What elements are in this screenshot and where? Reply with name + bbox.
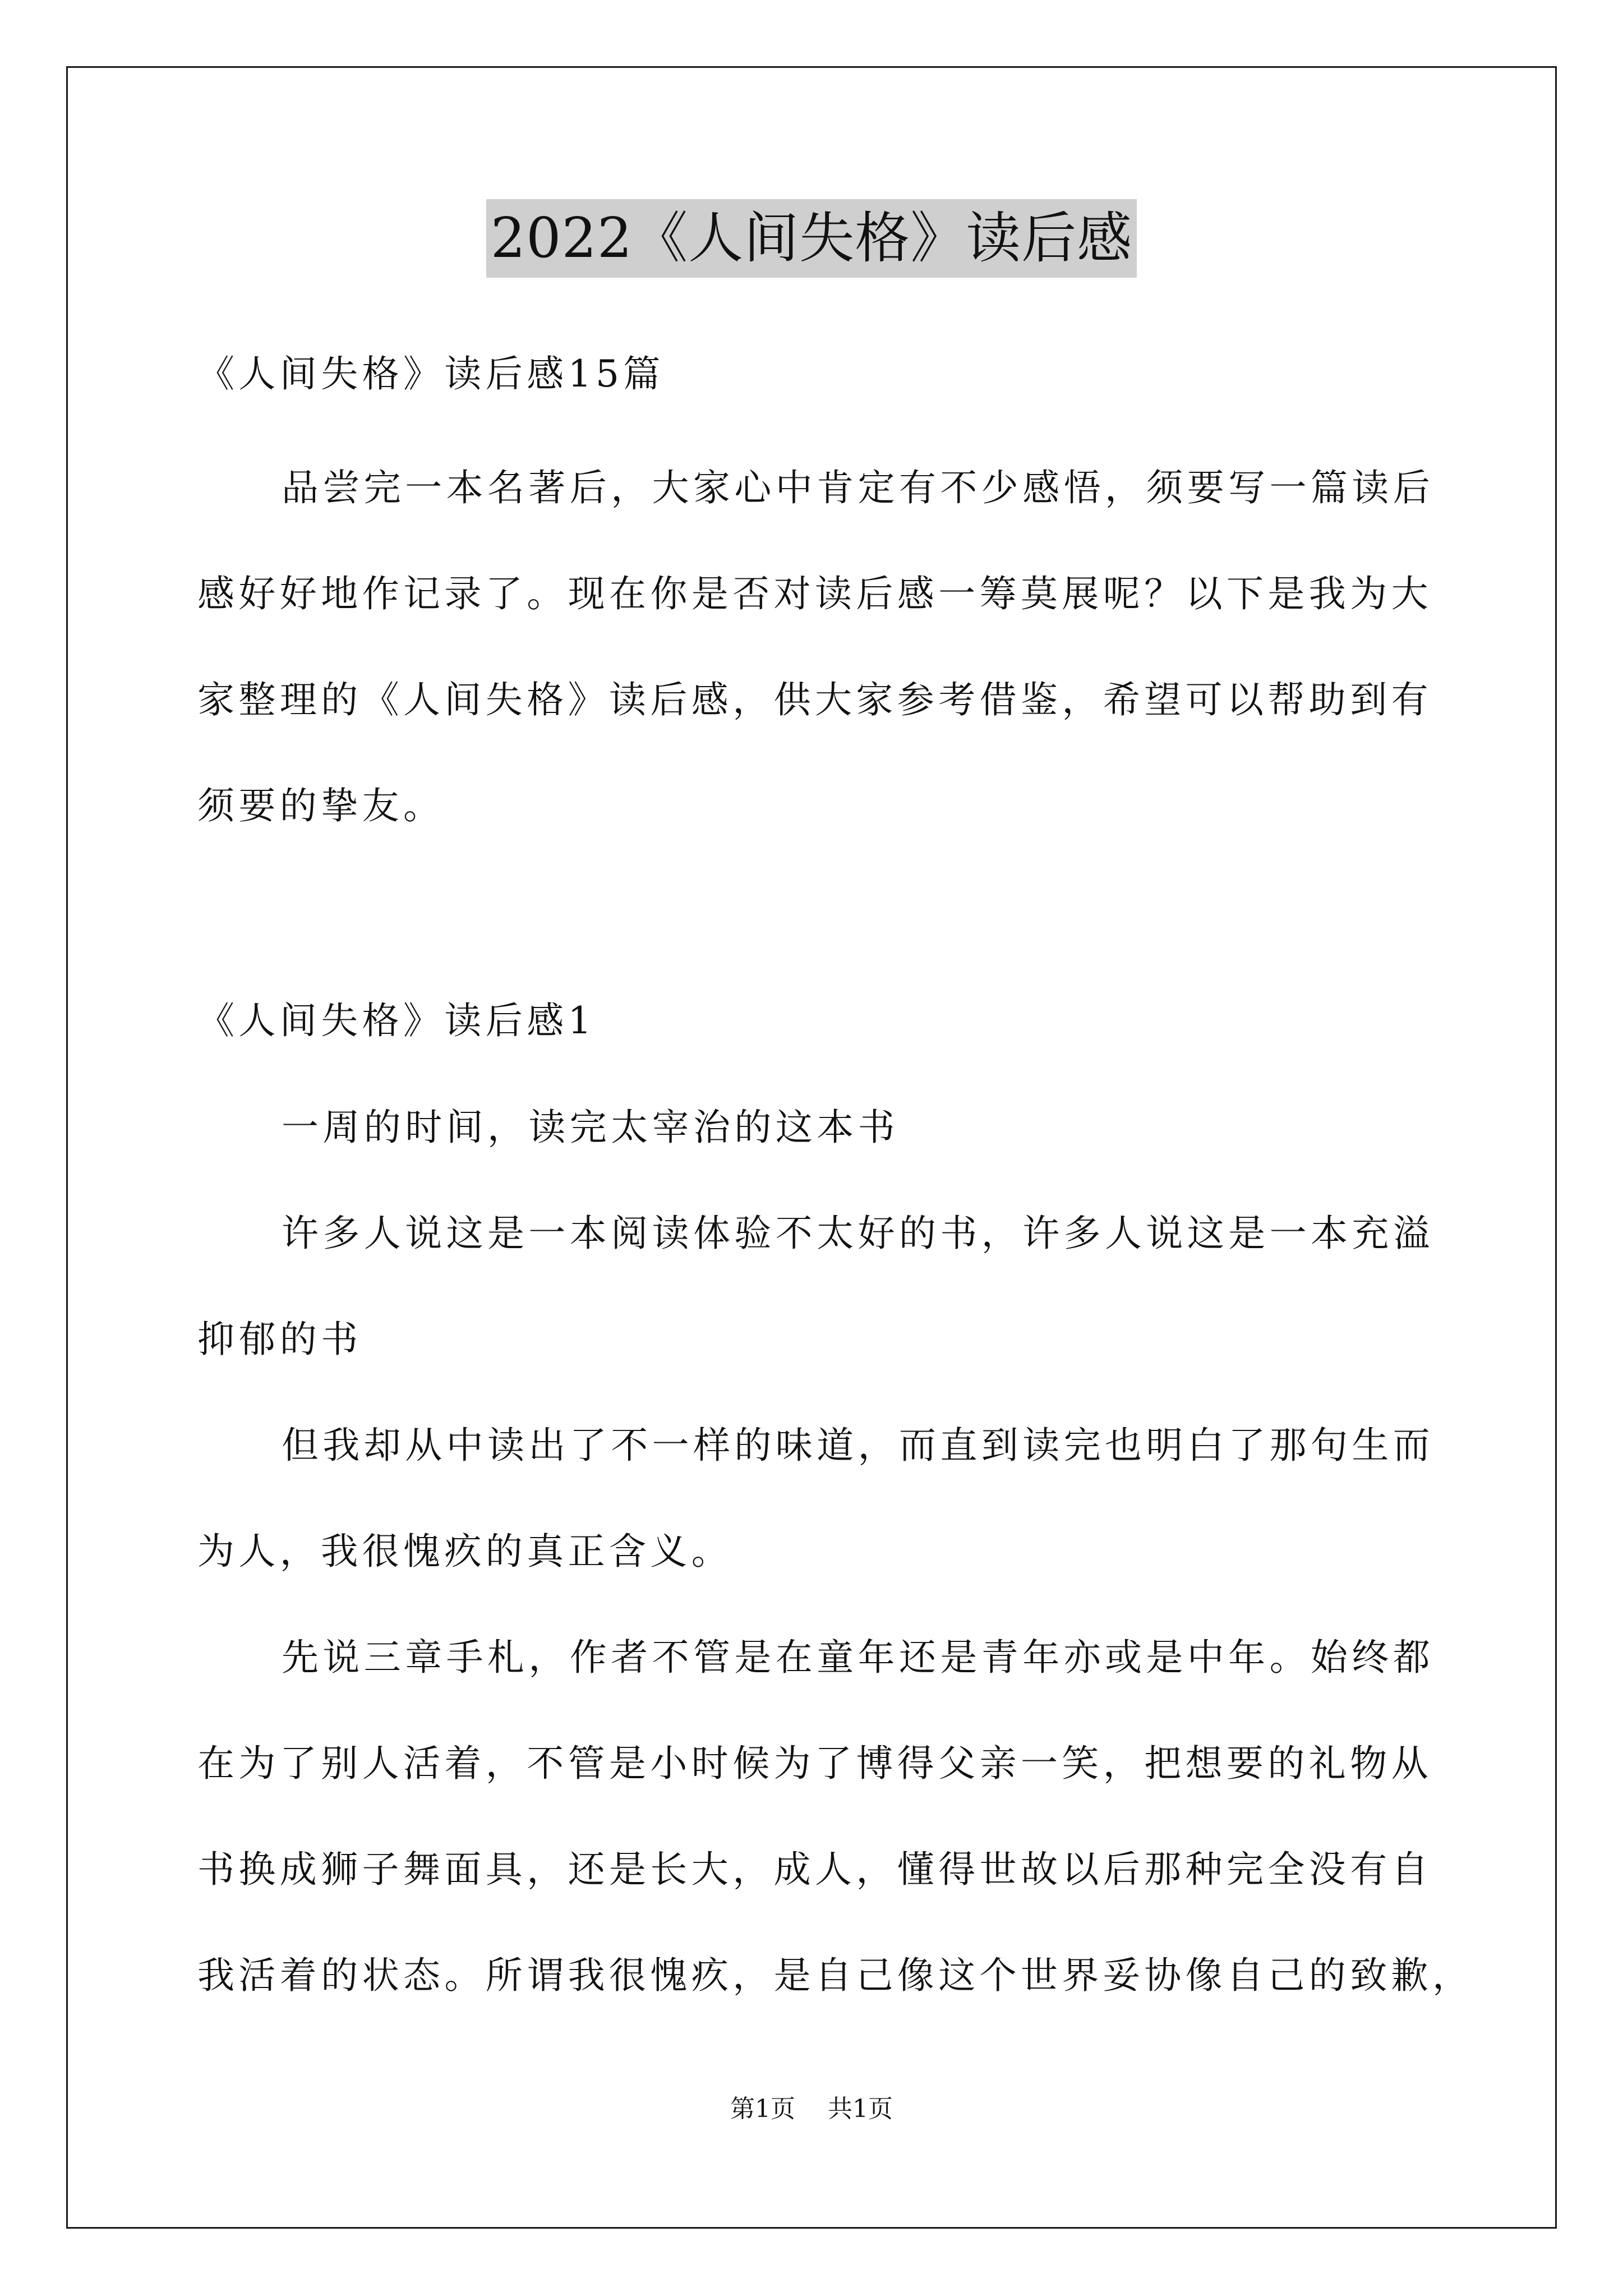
title-container [0,199,1623,278]
intro-line: 须要的挚友。 [197,784,445,827]
document-title: 2022《人间失格》读后感 [486,199,1137,278]
page-number-current: 第1页 [730,2095,795,2123]
page-number-total: 共1页 [828,2095,893,2123]
body-line: 一周的时间，读完太宰治的这本书 [282,1106,899,1149]
body-line: 书换成狮子舞面具，还是长大，成人，懂得世故以后那种完全没有自 [197,1848,1432,1891]
body-line: 许多人说这是一本阅读体验不太好的书，许多人说这是一本充溢 [282,1212,1435,1255]
body-line: 但我却从中读出了不一样的味道，而直到读完也明白了那句生而 [282,1424,1435,1467]
document-subtitle: 《人间失格》读后感15篇 [197,352,665,395]
intro-line: 品尝完一本名著后，大家心中肯定有不少感悟，须要写一篇读后 [282,466,1435,509]
intro-line: 家整理的《人间失格》读后感，供大家参考借鉴，希望可以帮助到有 [197,678,1432,721]
body-line: 在为了别人活着，不管是小时候为了博得父亲一笑，把想要的礼物从 [197,1742,1432,1785]
body-line: 我活着的状态。所谓我很愧疚，是自己像这个世界妥协像自己的致歉， [197,1954,1474,1997]
intro-line: 感好好地作记录了。现在你是否对读后感一筹莫展呢？以下是我为大 [197,572,1432,615]
body-line: 先说三章手札，作者不管是在童年还是青年亦或是中年。始终都 [282,1636,1435,1679]
page-footer [0,2092,1623,2126]
body-line: 抑郁的书 [197,1318,362,1361]
section-heading: 《人间失格》读后感1 [197,999,596,1042]
body-line: 为人，我很愧疚的真正含义。 [197,1530,733,1573]
